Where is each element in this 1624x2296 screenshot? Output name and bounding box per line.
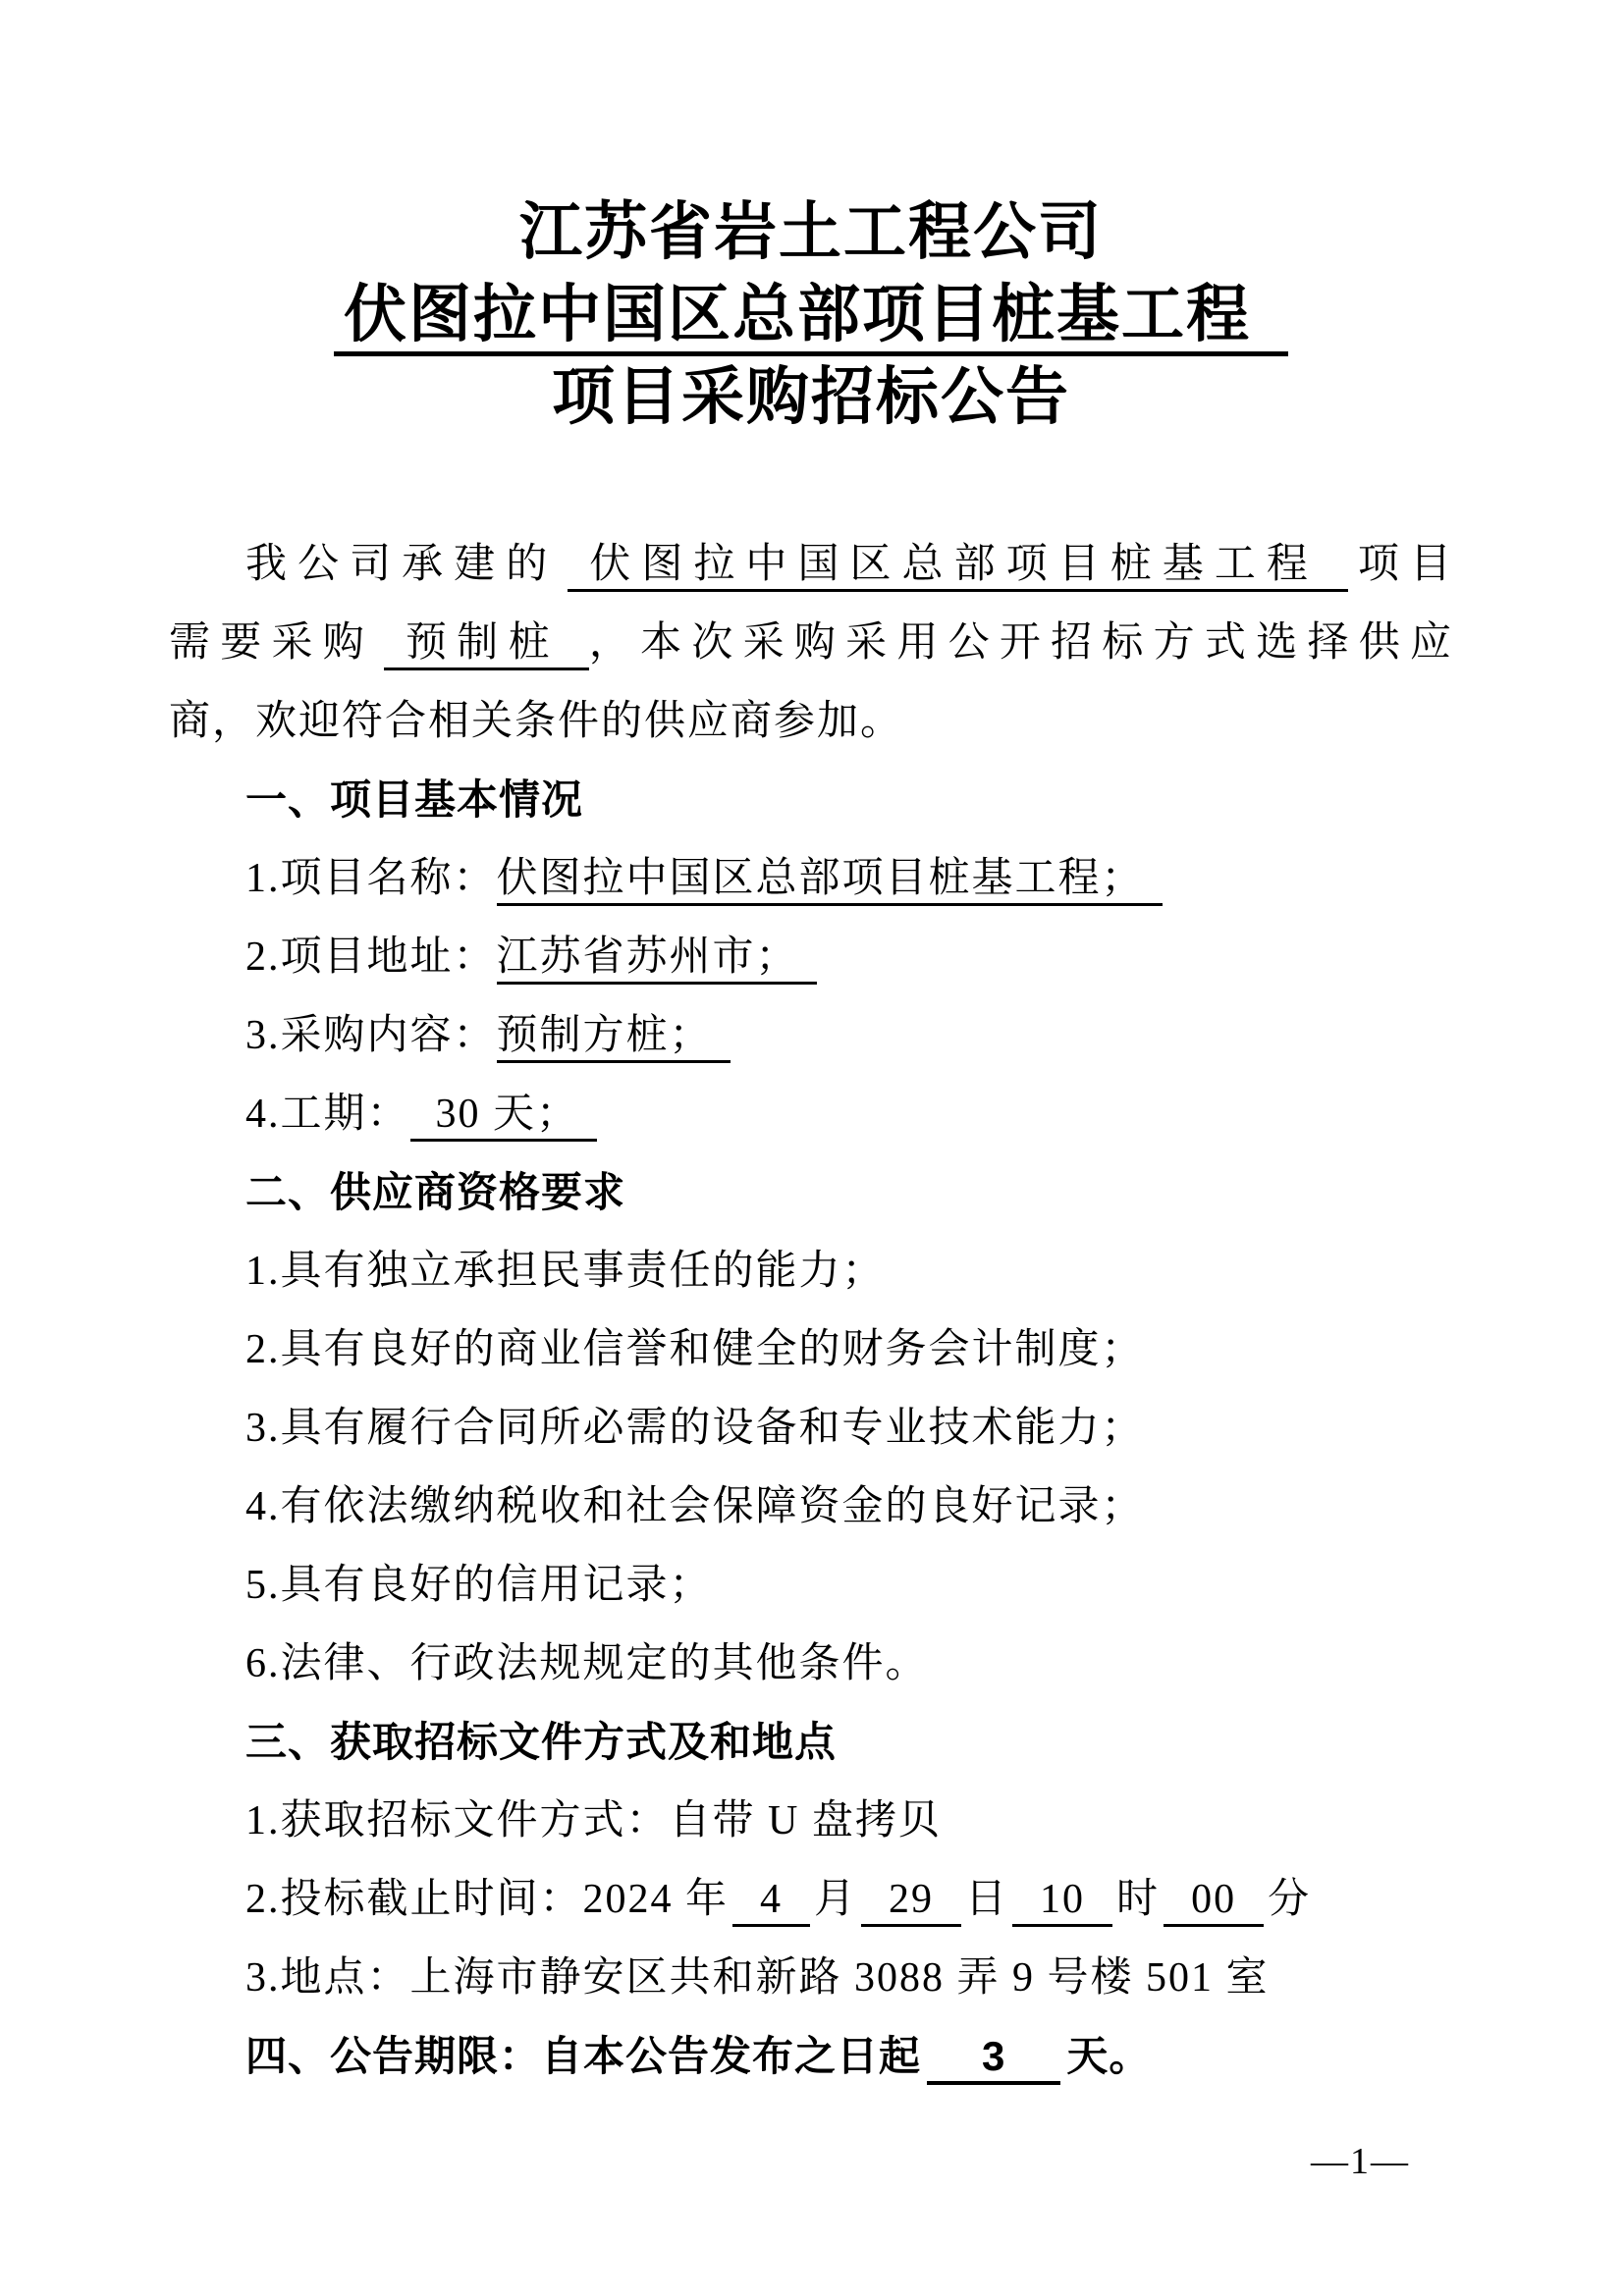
deadline-hour-value: 10	[1012, 1877, 1112, 1927]
deadline-month-unit: 月	[814, 1877, 858, 1922]
deadline-day-unit: 日	[965, 1877, 1009, 1922]
deadline-day-value: 29	[861, 1877, 961, 1927]
intro-line-2	[169, 604, 1453, 682]
duration-item	[169, 1075, 1453, 1153]
intro-line-1	[169, 525, 1453, 604]
deadline-item	[169, 1860, 1453, 1939]
announcement-period-days: 3	[927, 2033, 1060, 2085]
deadline-minute-value: 00	[1164, 1877, 1264, 1927]
qualification-item-5: 5.具有良好的信用记录；	[245, 1563, 713, 1608]
duration-value: 30 天；	[410, 1092, 598, 1142]
project-address-label: 2.项目地址：	[245, 934, 497, 980]
project-address-value: 江苏省苏州市；	[497, 934, 817, 985]
purchase-content-value: 预制方桩；	[497, 1013, 731, 1063]
intro-line-2-prefix: 需要采购	[169, 620, 375, 666]
document-title-line-2-underlined: 伏图拉中国区总部项目桩基工程	[334, 280, 1288, 356]
document-title-line-1: 江苏省岩土工程公司	[519, 197, 1103, 267]
intro-line-3: 商，欢迎符合相关条件的供应商参加。	[169, 699, 904, 744]
project-address-item	[169, 918, 1453, 996]
project-name-label: 1.项目名称：	[245, 856, 497, 901]
section-3-heading: 三、获取招标文件方式及和地点	[245, 1719, 838, 1765]
announcement-period-prefix: 四、公告期限：自本公告发布之日起	[245, 2033, 922, 2079]
location-item: 3.地点：上海市静安区共和新路 3088 弄 9 号楼 501 室	[245, 1955, 1270, 2001]
page-number: —1—	[1311, 2141, 1410, 2182]
deadline-minute-unit: 分	[1268, 1877, 1312, 1922]
document-title-line-3: 项目采购招标公告	[552, 362, 1070, 432]
project-name-value: 伏图拉中国区总部项目桩基工程；	[497, 856, 1163, 906]
project-name-item	[169, 839, 1453, 918]
obtain-method-item: 1.获取招标文件方式：自带 U 盘拷贝	[245, 1798, 942, 1843]
document-body	[169, 525, 1453, 2096]
qualification-item-3: 3.具有履行合同所必需的设备和专业技术能力；	[245, 1406, 1145, 1451]
purchase-content-item	[169, 996, 1453, 1075]
document-title-block	[169, 191, 1453, 439]
project-name-blank: 伏图拉中国区总部项目桩基工程	[568, 542, 1348, 592]
intro-line-1-prefix: 我公司承建的	[245, 542, 559, 587]
purchase-item-blank: 预制桩	[384, 620, 589, 670]
document-title-line-2	[169, 274, 1453, 356]
deadline-month-value: 4	[732, 1877, 810, 1927]
qualification-item-1: 1.具有独立承担民事责任的能力；	[245, 1249, 886, 1294]
announcement-period-suffix: 天。	[1066, 2033, 1152, 2079]
section-2-heading: 二、供应商资格要求	[245, 1169, 626, 1215]
section-1-heading: 一、项目基本情况	[245, 776, 584, 823]
qualification-item-2: 2.具有良好的商业信誉和健全的财务会计制度；	[245, 1327, 1145, 1372]
qualification-item-6: 6.法律、行政法规规定的其他条件。	[245, 1641, 929, 1686]
qualification-item-4: 4.有依法缴纳税收和社会保障资金的良好记录；	[245, 1484, 1145, 1529]
deadline-hour-unit: 时	[1116, 1877, 1161, 1922]
duration-label: 4.工期：	[245, 1092, 410, 1137]
intro-line-1-suffix: 项目	[1357, 542, 1453, 587]
deadline-label: 2.投标截止时间：2024 年	[245, 1877, 730, 1922]
purchase-content-label: 3.采购内容：	[245, 1013, 497, 1058]
section-4-heading	[169, 2017, 1453, 2096]
intro-line-2-suffix: ，本次采购采用公开招标方式选择供应	[588, 620, 1453, 666]
